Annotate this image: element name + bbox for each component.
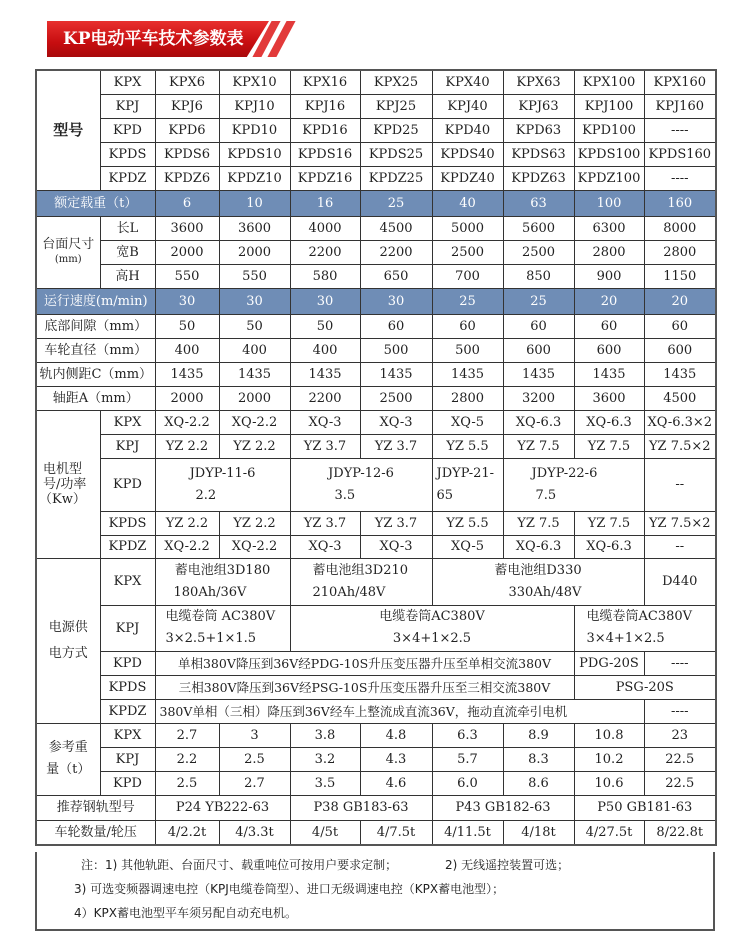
note-3: 3) 可选变频器调速电控（KPJ电缆卷筒型）、进口无级调速电控（KPX蓄电池型）； <box>74 882 505 896</box>
value-cell: 500 <box>432 338 503 362</box>
series-label: KPX <box>100 723 155 747</box>
value-cell: XQ-5 <box>432 410 503 434</box>
wheels-cell: 4/3.3t <box>219 820 290 845</box>
note-2: 2) 无线遥控装置可选； <box>445 858 570 872</box>
table-row <box>36 771 716 795</box>
value-cell: XQ-6.3 <box>574 410 644 434</box>
table-row <box>36 511 716 535</box>
value-cell: 16 <box>290 190 360 216</box>
value-cell: 2200 <box>290 240 360 264</box>
cell-line: 量（t） <box>46 762 91 777</box>
wheels-cell: 4/5t <box>290 820 360 845</box>
cell-line: 蓄电池组D330 <box>494 562 582 578</box>
value-cell: YZ 5.5 <box>432 511 503 535</box>
model-cell: ---- <box>644 118 716 142</box>
value-cell: 1435 <box>155 362 219 386</box>
model-cell: KPD10 <box>219 118 290 142</box>
series-label: KPJ <box>100 94 155 118</box>
table-row <box>36 699 716 723</box>
value-cell: XQ-5 <box>432 535 503 558</box>
value-cell: 3600 <box>219 216 290 240</box>
table-row <box>36 747 716 771</box>
cell-line: 330Ah/48V <box>508 584 582 600</box>
weight-cell: 10.6 <box>574 771 644 795</box>
cell-line: JDYP-22-6 <box>531 465 598 481</box>
value-cell: 400 <box>290 338 360 362</box>
spec-table <box>35 69 717 846</box>
value-cell: YZ 3.7 <box>360 434 432 458</box>
model-label: 型号 <box>36 70 100 190</box>
cell-line: JDYP-21- <box>436 465 495 481</box>
value-cell: 100 <box>574 190 644 216</box>
cell-line: 电方式 <box>48 645 88 661</box>
value-cell: 8000 <box>644 216 716 240</box>
value-cell: XQ-3 <box>290 535 360 558</box>
model-cell: KPJ25 <box>360 94 432 118</box>
table-row <box>36 723 716 747</box>
dimension-label: 宽B <box>100 240 155 264</box>
weight-cell: 8.6 <box>503 771 574 795</box>
value-cell: YZ 2.2 <box>219 511 290 535</box>
model-cell: KPX16 <box>290 70 360 94</box>
model-cell: KPDS16 <box>290 142 360 166</box>
cell-line: 蓄电池组3D210 <box>312 562 409 578</box>
value-cell: 1435 <box>574 362 644 386</box>
value-cell: 60 <box>644 314 716 338</box>
weight-cell: 2.7 <box>219 771 290 795</box>
value-cell: 1435 <box>644 362 716 386</box>
weight-label <box>36 723 100 795</box>
weight-cell: 3.5 <box>290 771 360 795</box>
table-row <box>36 338 716 362</box>
wheelbase-label: 轴距A（mm） <box>36 386 155 410</box>
model-cell: KPDS160 <box>644 142 716 166</box>
cell-line: （Kw） <box>39 491 86 507</box>
dimension-label: 长L <box>100 216 155 240</box>
value-cell: 1435 <box>219 362 290 386</box>
weight-cell: 2.2 <box>155 747 219 771</box>
value-cell: YZ 7.5 <box>503 434 574 458</box>
motor-kpd-cell <box>155 458 290 511</box>
model-cell: KPD6 <box>155 118 219 142</box>
value-cell: 1435 <box>503 362 574 386</box>
series-label: KPX <box>100 558 155 605</box>
model-cell: KPX6 <box>155 70 219 94</box>
value-cell: 3600 <box>155 216 219 240</box>
weight-cell: 3.2 <box>290 747 360 771</box>
series-label: KPJ <box>100 747 155 771</box>
table-row <box>36 386 716 410</box>
value-cell: 650 <box>360 264 432 288</box>
value-cell: XQ-6.3 <box>574 535 644 558</box>
weight-cell: 3 <box>219 723 290 747</box>
cell-line: 3×2.5+1×1.5 <box>165 631 257 646</box>
value-cell: 50 <box>219 314 290 338</box>
power-kpds-cell: 三相380V降压到36V经PSG-10S升压变压器升压至三相交流380V <box>155 675 574 699</box>
table-row <box>36 651 716 675</box>
value-cell: 2000 <box>155 240 219 264</box>
cell-line: JDYP-11-6 <box>189 465 256 481</box>
model-cell: KPDS6 <box>155 142 219 166</box>
value-cell: XQ-6.3 <box>503 535 574 558</box>
series-label: KPDZ <box>100 166 155 190</box>
value-cell: 700 <box>432 264 503 288</box>
wheel_dia-label: 车轮直径（mm） <box>36 338 155 362</box>
weight-cell: 23 <box>644 723 716 747</box>
value-cell: YZ 3.7 <box>360 511 432 535</box>
value-cell: 550 <box>155 264 219 288</box>
value-cell: 63 <box>503 190 574 216</box>
value-cell: XQ-6.3 <box>503 410 574 434</box>
value-cell: 4500 <box>360 216 432 240</box>
value-cell: 60 <box>503 314 574 338</box>
model-cell: KPDS40 <box>432 142 503 166</box>
value-cell: 900 <box>574 264 644 288</box>
table-row <box>36 166 716 190</box>
table-row <box>36 314 716 338</box>
model-cell: KPJ40 <box>432 94 503 118</box>
weight-cell: 5.7 <box>432 747 503 771</box>
value-cell: YZ 2.2 <box>155 434 219 458</box>
table-row <box>36 142 716 166</box>
value-cell: 60 <box>360 314 432 338</box>
value-cell: 1435 <box>360 362 432 386</box>
table-row <box>36 264 716 288</box>
value-cell: 2800 <box>574 240 644 264</box>
weight-cell: 10.8 <box>574 723 644 747</box>
model-cell: KPDZ10 <box>219 166 290 190</box>
value-cell: 2800 <box>644 240 716 264</box>
table-row <box>36 795 716 820</box>
value-cell: 60 <box>574 314 644 338</box>
cell-line: 3×4+1×2.5 <box>586 631 665 646</box>
rail-cell: P24 YB222-63 <box>155 795 290 820</box>
series-label: KPDS <box>100 511 155 535</box>
power-kpj-cell <box>155 605 290 651</box>
table-row <box>36 94 716 118</box>
cell-line: 蓄电池组3D180 <box>174 562 271 578</box>
weight-cell: 2.5 <box>219 747 290 771</box>
model-cell: ---- <box>644 166 716 190</box>
value-cell: 4500 <box>644 386 716 410</box>
rated-load-label: 额定载重（t） <box>36 190 155 216</box>
model-cell: KPJ6 <box>155 94 219 118</box>
model-cell: KPDZ100 <box>574 166 644 190</box>
wheels-cell: 4/11.5t <box>432 820 503 845</box>
rail-cell: P38 GB183-63 <box>290 795 432 820</box>
value-cell: 6 <box>155 190 219 216</box>
value-cell: 60 <box>432 314 503 338</box>
motor-kpd-cell <box>432 458 503 511</box>
rail-cell: P43 GB182-63 <box>432 795 574 820</box>
page-title: KP电动平车技术参数表 <box>63 29 244 49</box>
value-cell: YZ 7.5 <box>574 511 644 535</box>
cell-line: JDYP-12-6 <box>328 465 394 481</box>
power-kpj-cell <box>574 605 716 651</box>
value-cell: YZ 2.2 <box>155 511 219 535</box>
series-label: KPD <box>100 458 155 511</box>
value-cell: 30 <box>155 288 219 314</box>
cell-line: 电缆卷筒 AC380V <box>165 609 276 624</box>
motor-kpd-cell <box>290 458 432 511</box>
weight-cell: 2.7 <box>155 723 219 747</box>
rail-cell: P50 GB181-63 <box>574 795 716 820</box>
value-cell: 6300 <box>574 216 644 240</box>
model-cell: KPJ16 <box>290 94 360 118</box>
motor-kpd-cell: -- <box>644 458 716 511</box>
series-label: KPJ <box>100 434 155 458</box>
table-row <box>36 216 716 240</box>
weight-cell: 8.9 <box>503 723 574 747</box>
value-cell: 850 <box>503 264 574 288</box>
gauge-label: 轨内侧距C（mm） <box>36 362 155 386</box>
cell-line: 台面尺寸 <box>42 237 95 252</box>
value-cell: XQ-2.2 <box>219 410 290 434</box>
series-label: KPD <box>100 651 155 675</box>
value-cell: YZ 5.5 <box>432 434 503 458</box>
value-cell: XQ-2.2 <box>155 410 219 434</box>
weight-cell: 10.2 <box>574 747 644 771</box>
motor-label <box>36 410 100 558</box>
value-cell: YZ 7.5×2 <box>644 511 716 535</box>
model-cell: KPX25 <box>360 70 432 94</box>
cell-line: 180Ah/36V <box>173 584 247 600</box>
series-label: KPD <box>100 771 155 795</box>
cell-line: 参考重 <box>48 740 88 755</box>
model-cell: KPX100 <box>574 70 644 94</box>
note-1: 注：1) 其他轨距、台面尺寸、载重吨位可按用户要求定制； <box>81 858 398 872</box>
value-cell: 1150 <box>644 264 716 288</box>
value-cell: 25 <box>432 288 503 314</box>
value-cell: 1435 <box>290 362 360 386</box>
note-4: 4）KPX蓄电池型平车须另配自动充电机。 <box>74 906 297 920</box>
table-row <box>36 118 716 142</box>
value-cell: 600 <box>574 338 644 362</box>
power-label <box>36 558 100 723</box>
series-label: KPDS <box>100 142 155 166</box>
model-cell: KPDZ63 <box>503 166 574 190</box>
wheels-cell: 4/27.5t <box>574 820 644 845</box>
weight-cell: 4.8 <box>360 723 432 747</box>
power-kpd-cell: 单相380V降压到36V经PDG-10S升压变压器升压至单相交流380V <box>155 651 574 675</box>
value-cell: 2000 <box>155 386 219 410</box>
value-cell: 40 <box>432 190 503 216</box>
power-kpdz-cell: 380V单相（三相）降压到36V经车上整流成直流36V，拖动直流牵引电机 <box>155 699 644 723</box>
weight-cell: 22.5 <box>644 771 716 795</box>
value-cell: XQ-3 <box>360 410 432 434</box>
value-cell: YZ 7.5 <box>574 434 644 458</box>
value-cell: 20 <box>644 288 716 314</box>
speed-label: 运行速度(m/min) <box>36 288 155 314</box>
cell-line: 电缆卷筒AC380V <box>586 609 693 624</box>
value-cell: YZ 7.5×2 <box>644 434 716 458</box>
motor-kpd-cell <box>503 458 644 511</box>
cell-line: (mm) <box>54 254 82 265</box>
value-cell: 580 <box>290 264 360 288</box>
series-label: KPDS <box>100 675 155 699</box>
value-cell: 2000 <box>219 240 290 264</box>
value-cell: 2500 <box>503 240 574 264</box>
table-row <box>36 410 716 434</box>
series-label: KPX <box>100 70 155 94</box>
weight-cell: 22.5 <box>644 747 716 771</box>
weight-cell: 2.5 <box>155 771 219 795</box>
value-cell: 500 <box>360 338 432 362</box>
value-cell: YZ 3.7 <box>290 434 360 458</box>
wheels-cell: 4/18t <box>503 820 574 845</box>
table-row <box>36 70 716 94</box>
notes <box>35 852 715 931</box>
value-cell: XQ-2.2 <box>219 535 290 558</box>
value-cell: 25 <box>503 288 574 314</box>
value-cell: 3200 <box>503 386 574 410</box>
weight-cell: 3.8 <box>290 723 360 747</box>
model-cell: KPJ10 <box>219 94 290 118</box>
model-cell: KPDS100 <box>574 142 644 166</box>
value-cell: YZ 3.7 <box>290 511 360 535</box>
value-cell: 10 <box>219 190 290 216</box>
table-row <box>36 675 716 699</box>
power-kpds-cell: PSG-20S <box>574 675 716 699</box>
series-label: KPDZ <box>100 535 155 558</box>
value-cell: 4000 <box>290 216 360 240</box>
table-row <box>36 288 716 314</box>
value-cell: 2000 <box>219 386 290 410</box>
model-cell: KPJ63 <box>503 94 574 118</box>
model-cell: KPJ160 <box>644 94 716 118</box>
value-cell: 400 <box>219 338 290 362</box>
power-kpx-cell <box>290 558 432 605</box>
table-row <box>36 558 716 605</box>
table-row <box>36 434 716 458</box>
value-cell: 30 <box>219 288 290 314</box>
model-cell: KPD100 <box>574 118 644 142</box>
weight-cell: 6.3 <box>432 723 503 747</box>
model-cell: KPD25 <box>360 118 432 142</box>
power-kpdz-cell: ---- <box>644 699 716 723</box>
value-cell: YZ 2.2 <box>219 434 290 458</box>
cell-line: 3.5 <box>334 487 356 503</box>
value-cell: 2200 <box>290 386 360 410</box>
table-row <box>36 820 716 845</box>
value-cell: XQ-6.3×2 <box>644 410 716 434</box>
cell-line: 电源供 <box>48 619 88 635</box>
table-row <box>36 240 716 264</box>
wheels-cell: 8/22.8t <box>644 820 716 845</box>
weight-cell: 6.0 <box>432 771 503 795</box>
value-cell: -- <box>644 535 716 558</box>
value-cell: 400 <box>155 338 219 362</box>
value-cell: 2800 <box>432 386 503 410</box>
cell-line: 65 <box>436 487 454 503</box>
model-cell: KPDZ40 <box>432 166 503 190</box>
value-cell: 1435 <box>432 362 503 386</box>
model-cell: KPDZ6 <box>155 166 219 190</box>
power-kpx-cell: D440 <box>644 558 716 605</box>
cell-line: 7.5 <box>535 487 557 503</box>
value-cell: 3600 <box>574 386 644 410</box>
cell-line: 210Ah/48V <box>312 584 386 600</box>
power-kpx-cell <box>155 558 290 605</box>
model-cell: KPD40 <box>432 118 503 142</box>
rail-label: 推荐钢轨型号 <box>36 795 155 820</box>
weight-cell: 4.3 <box>360 747 432 771</box>
value-cell: 50 <box>290 314 360 338</box>
value-cell: 50 <box>155 314 219 338</box>
value-cell: 30 <box>360 288 432 314</box>
value-cell: 5000 <box>432 216 503 240</box>
value-cell: 600 <box>503 338 574 362</box>
table-size-label <box>36 216 100 288</box>
model-cell: KPJ100 <box>574 94 644 118</box>
series-label: KPDZ <box>100 699 155 723</box>
table-row <box>36 362 716 386</box>
model-cell: KPX10 <box>219 70 290 94</box>
weight-cell: 4.6 <box>360 771 432 795</box>
wheels-cell: 4/7.5t <box>360 820 432 845</box>
cell-line: 2.2 <box>195 487 217 503</box>
model-cell: KPD16 <box>290 118 360 142</box>
value-cell: 2200 <box>360 240 432 264</box>
dimension-label: 高H <box>100 264 155 288</box>
model-cell: KPD63 <box>503 118 574 142</box>
power-kpx-cell <box>432 558 644 605</box>
model-cell: KPDS10 <box>219 142 290 166</box>
wheels-label: 车轮数量/轮压 <box>36 820 155 845</box>
series-label: KPX <box>100 410 155 434</box>
value-cell: XQ-2.2 <box>155 535 219 558</box>
power-kpj-cell <box>290 605 574 651</box>
cell-line: 3×4+1×2.5 <box>392 631 472 646</box>
value-cell: XQ-3 <box>290 410 360 434</box>
value-cell: 25 <box>360 190 432 216</box>
series-label: KPD <box>100 118 155 142</box>
value-cell: 2500 <box>432 240 503 264</box>
clearance-label: 底部间隙（mm） <box>36 314 155 338</box>
weight-cell: 8.3 <box>503 747 574 771</box>
value-cell: 600 <box>644 338 716 362</box>
model-cell: KPDZ25 <box>360 166 432 190</box>
model-cell: KPDS63 <box>503 142 574 166</box>
value-cell: 160 <box>644 190 716 216</box>
cell-line: 电机型 <box>43 461 83 477</box>
cell-line: 电缆卷筒AC380V <box>379 609 485 624</box>
wheels-cell: 4/2.2t <box>155 820 219 845</box>
series-label: KPJ <box>100 605 155 651</box>
table-row <box>36 458 716 511</box>
power-kpd-cell: PDG-20S <box>574 651 644 675</box>
model-cell: KPX40 <box>432 70 503 94</box>
model-cell: KPX160 <box>644 70 716 94</box>
cell-line: 号/功率 <box>43 476 87 492</box>
table-row <box>36 190 716 216</box>
value-cell: 20 <box>574 288 644 314</box>
value-cell: 550 <box>219 264 290 288</box>
power-kpd-cell: ---- <box>644 651 716 675</box>
table-row <box>36 535 716 558</box>
model-cell: KPDS25 <box>360 142 432 166</box>
table-row <box>36 605 716 651</box>
value-cell: 5600 <box>503 216 574 240</box>
value-cell: XQ-3 <box>360 535 432 558</box>
model-cell: KPX63 <box>503 70 574 94</box>
model-cell: KPDZ16 <box>290 166 360 190</box>
value-cell: 2500 <box>360 386 432 410</box>
value-cell: YZ 7.5 <box>503 511 574 535</box>
value-cell: 30 <box>290 288 360 314</box>
